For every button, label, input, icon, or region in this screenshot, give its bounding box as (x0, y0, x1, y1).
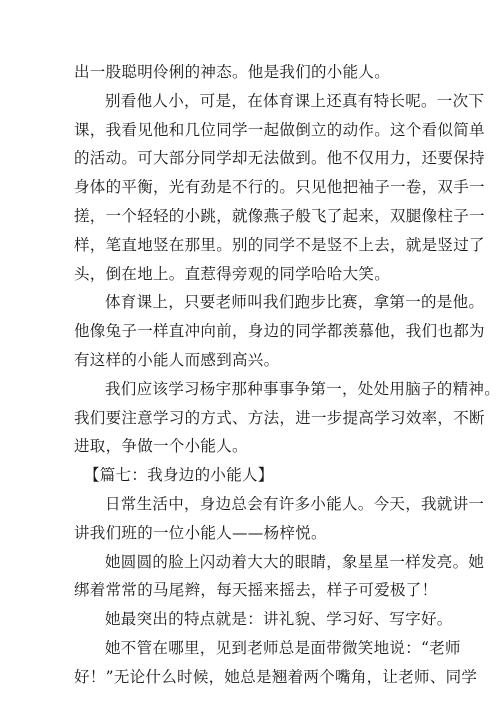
text-line: 身体的平衡，光有劲是不行的。只见他把袖子一卷，双手一 (74, 178, 485, 197)
text-line: 样，笔直地竖在那里。别的同学不是竖不上去，就是竖过了 (74, 235, 485, 254)
text-line: 绑着常常的马尾辫，每天摇来摇去，样子可爱极了！ (74, 581, 438, 600)
paragraph-start-line: 体育课上，只要老师叫我们跑步比赛，拿第一的是他。 (105, 293, 485, 312)
document-page (74, 58, 500, 692)
text-line: 头，倒在地上。直惹得旁观的同学哈哈大笑。 (74, 264, 391, 283)
text-line: 我们要注意学习的方式、方法，进一步提高学习效率，不断 (74, 408, 485, 427)
paragraph-start-line: 她不管在哪里，见到老师总是面带微笑地说：“老师 (105, 638, 461, 657)
text-line: 好！”无论什么时候，她总是翘着两个嘴角，让老师、同学 (74, 667, 478, 686)
paragraph-start-line: 别看他人小，可是，在体育课上还真有特长呢。一次下 (105, 91, 485, 110)
text-line: 出一股聪明伶俐的神态。他是我们的小能人。 (74, 63, 391, 81)
paragraph-start-line: 日常生活中，身边总会有许多小能人。今天，我就讲一 (105, 494, 485, 513)
section-heading: 【篇七：我身边的小能人】 (84, 466, 274, 485)
paragraph-start-line: 她最突出的特点就是：讲礼貌、学习好、写字好。 (105, 610, 453, 629)
text-line: 课，我看见他和几位同学一起做倒立的动作。这个看似简单 (74, 120, 485, 139)
text-line: 有这样的小能人而感到高兴。 (74, 350, 280, 369)
text-line: 他像兔子一样直冲向前，身边的同学都羡慕他，我们也都为 (74, 322, 485, 341)
text-line: 讲我们班的一位小能人——杨梓悦。 (74, 523, 327, 542)
text-line: 的活动。可大部分同学却无法做到。他不仅用力，还要保持 (74, 149, 485, 168)
text-line: 搓，一个轻轻的小跳，就像燕子般飞了起来，双腿像柱子一 (74, 206, 485, 225)
paragraph-start-line: 她圆圆的脸上闪动着大大的眼睛，象星星一样发亮。她 (105, 552, 485, 571)
paragraph-start-line: 我们应该学习杨宇那种事事争第一，处处用脑子的精神。 (105, 379, 500, 398)
text-line: 进取，争做一个小能人。 (74, 437, 248, 456)
